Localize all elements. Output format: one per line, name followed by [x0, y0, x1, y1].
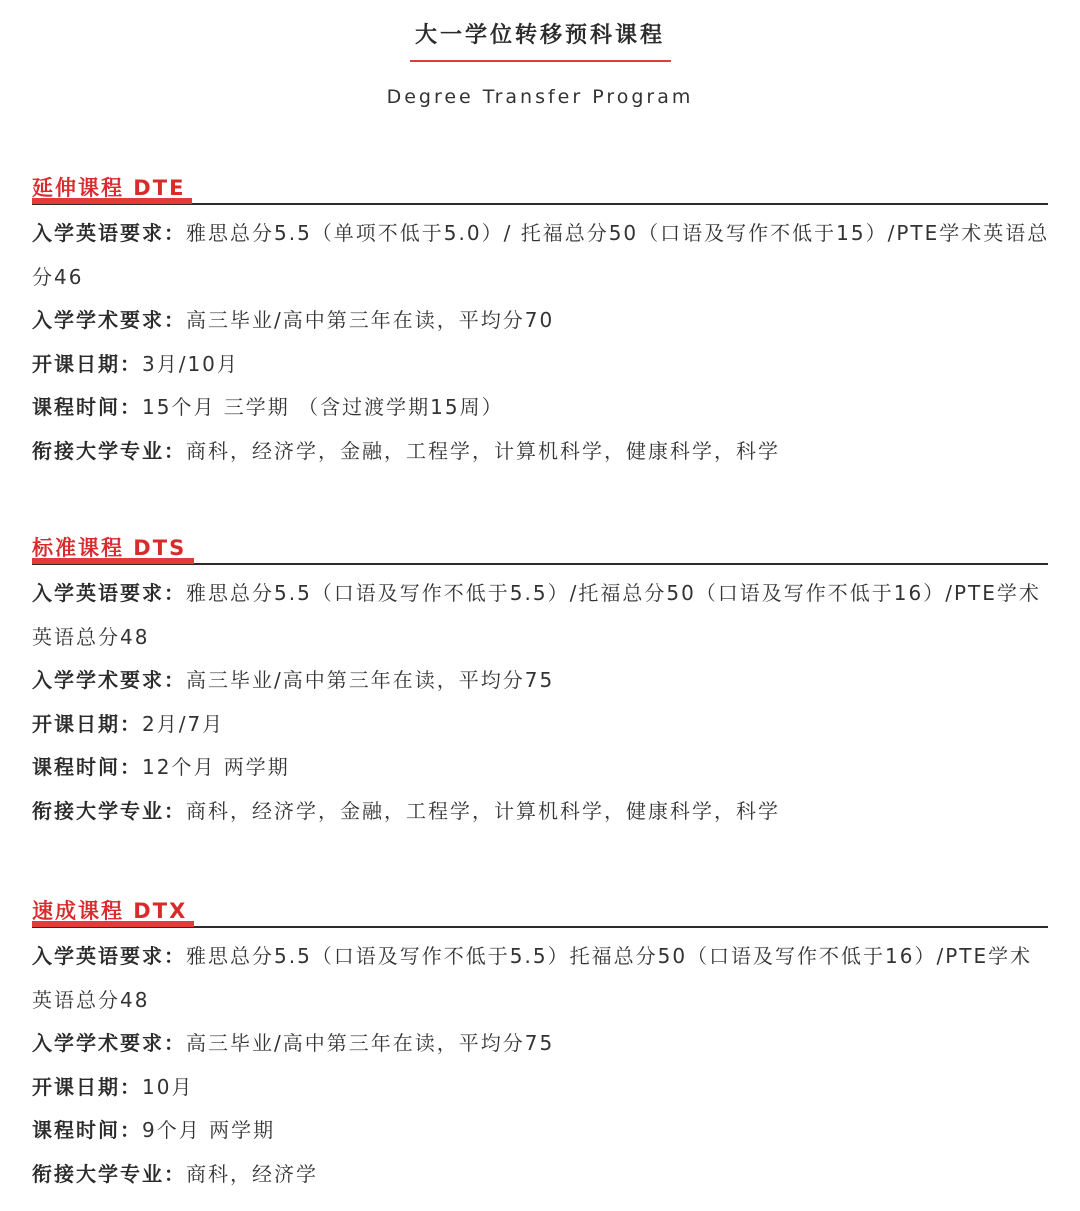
row-pathway-majors: [32, 790, 1052, 834]
row-value: 高三毕业/高中第三年在读，平均分75: [186, 1031, 555, 1055]
title-underline: [410, 60, 671, 62]
section-title: 延伸课程 DTE: [32, 176, 186, 200]
row-english-requirement: [32, 935, 1052, 1022]
row-start-date: [32, 343, 1052, 387]
row-value: 12个月 两学期: [142, 755, 290, 779]
row-label: 入学英语要求：: [32, 581, 186, 605]
section-header: [32, 893, 1048, 933]
page-subtitle: Degree Transfer Program: [386, 86, 694, 108]
row-duration: [32, 386, 1052, 430]
row-value: 高三毕业/高中第三年在读，平均分75: [186, 668, 555, 692]
row-label: 入学学术要求：: [32, 668, 186, 692]
row-label: 入学英语要求：: [32, 944, 186, 968]
row-label: 入学英语要求：: [32, 221, 186, 245]
section-header: [32, 170, 1048, 210]
row-label: 开课日期：: [32, 711, 142, 736]
row-value: 商科，经济学，金融，工程学，计算机科学，健康科学，科学: [186, 798, 780, 823]
row-label: 衔接大学专业：: [32, 798, 186, 823]
row-value: 15个月 三学期 （含过渡学期15周）: [142, 395, 504, 419]
row-academic-requirement: [32, 299, 1052, 343]
row-value: 10月: [142, 1074, 194, 1099]
row-value: 商科，经济学: [186, 1161, 318, 1186]
row-value: 3月/10月: [142, 351, 239, 376]
row-duration: [32, 746, 1052, 790]
row-label: 课程时间：: [32, 1118, 142, 1142]
row-label: 开课日期：: [32, 1074, 142, 1099]
row-label: 课程时间：: [32, 395, 142, 419]
section-header: [32, 530, 1048, 570]
row-value: 雅思总分5.5（口语及写作不低于5.5）托福总分50（口语及写作不低于16）/PTE学术英语总分48: [32, 944, 1033, 1012]
row-academic-requirement: [32, 659, 1052, 703]
row-english-requirement: [32, 212, 1052, 299]
row-label: 衔接大学专业：: [32, 438, 186, 463]
row-duration: [32, 1109, 1052, 1153]
row-english-requirement: [32, 572, 1052, 659]
row-value: 2月/7月: [142, 711, 225, 736]
row-pathway-majors: [32, 430, 1052, 474]
row-pathway-majors: [32, 1153, 1052, 1197]
row-start-date: [32, 1066, 1052, 1110]
row-label: 衔接大学专业：: [32, 1161, 186, 1186]
row-value: 高三毕业/高中第三年在读，平均分70: [186, 308, 555, 332]
row-label: 课程时间：: [32, 755, 142, 779]
row-label: 入学学术要求：: [32, 308, 186, 332]
section-rows: [32, 212, 1052, 473]
row-academic-requirement: [32, 1022, 1052, 1066]
section-title: 标准课程 DTS: [32, 536, 187, 560]
row-value: 雅思总分5.5（口语及写作不低于5.5）/托福总分50（口语及写作不低于16）/PTE学术英语总分48: [32, 581, 1041, 649]
row-label: 入学学术要求：: [32, 1031, 186, 1055]
row-label: 开课日期：: [32, 351, 142, 376]
section-rows: [32, 935, 1052, 1196]
row-value: 商科，经济学，金融，工程学，计算机科学，健康科学，科学: [186, 438, 780, 463]
section-title: 速成课程 DTX: [32, 899, 188, 923]
section-rows: [32, 572, 1052, 833]
page-title: 大一学位转移预科课程: [414, 23, 665, 48]
row-start-date: [32, 703, 1052, 747]
row-value: 9个月 两学期: [142, 1118, 276, 1142]
row-value: 雅思总分5.5（单项不低于5.0）/ 托福总分50（口语及写作不低于15）/PTE学术英语总分46: [32, 221, 1050, 289]
